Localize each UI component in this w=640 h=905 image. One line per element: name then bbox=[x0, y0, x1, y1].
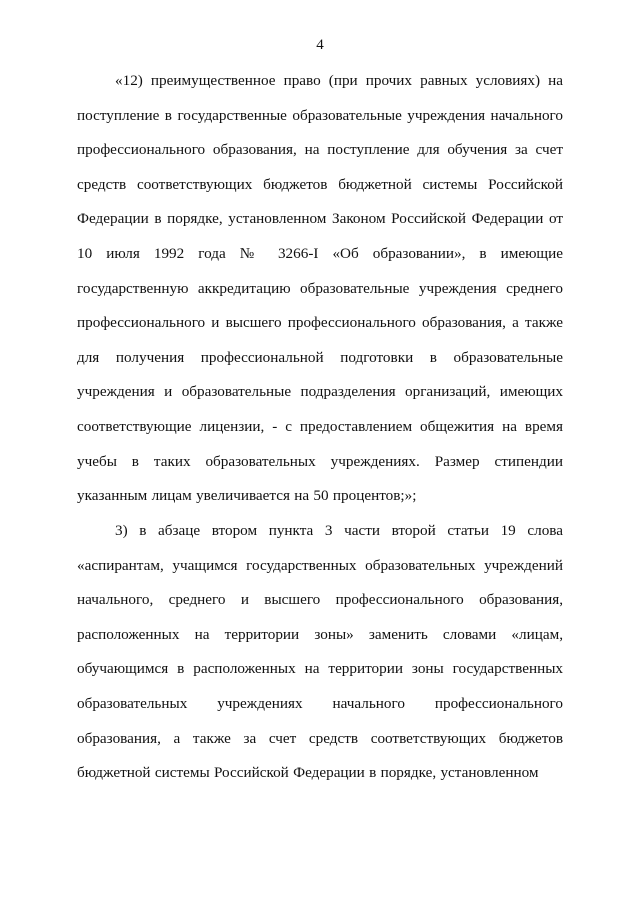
paragraph-item-3: 3) в абзаце втором пункта 3 части второй статьи 19 слова «аспирантам, учащимся государственных образовательных учреждений начального, среднего и высшего профессионального образования, расположенных на территории зоны» заменить словами «лицам, обучающимся в расположенных на территории зоны государственных образовательных учреждениях начального профессионального образования, а также за счет средств соответствующих бюджетов бюджетной системы Российской Федерации в порядке, установленном bbox=[77, 522, 563, 782]
paragraph-item-12: «12) преимущественное право (при прочих равных условиях) на поступление в государственные образовательные учреждения начального профессионального образования, на поступление для обучения за счет средств соответствующих бюджетов бюджетной системы Российской Федерации в порядке, установленном Законом Российской Федерации от 10 июля 1992 года № 3266-I «Об образовании», в имеющие государственную аккредитацию образовательные учреждения среднего профессионального и высшего профессионального образования, а также для получения профессиональной подготовки в образовательные учреждения и образовательные подразделения организаций, имеющих соответствующие лицензии, - с предоставлением общежития на время учебы в таких образовательных учреждениях. Размер стипендии указанным лицам увеличивается на 50 процентов;»; bbox=[77, 72, 563, 505]
page-number: 4 bbox=[316, 37, 324, 53]
